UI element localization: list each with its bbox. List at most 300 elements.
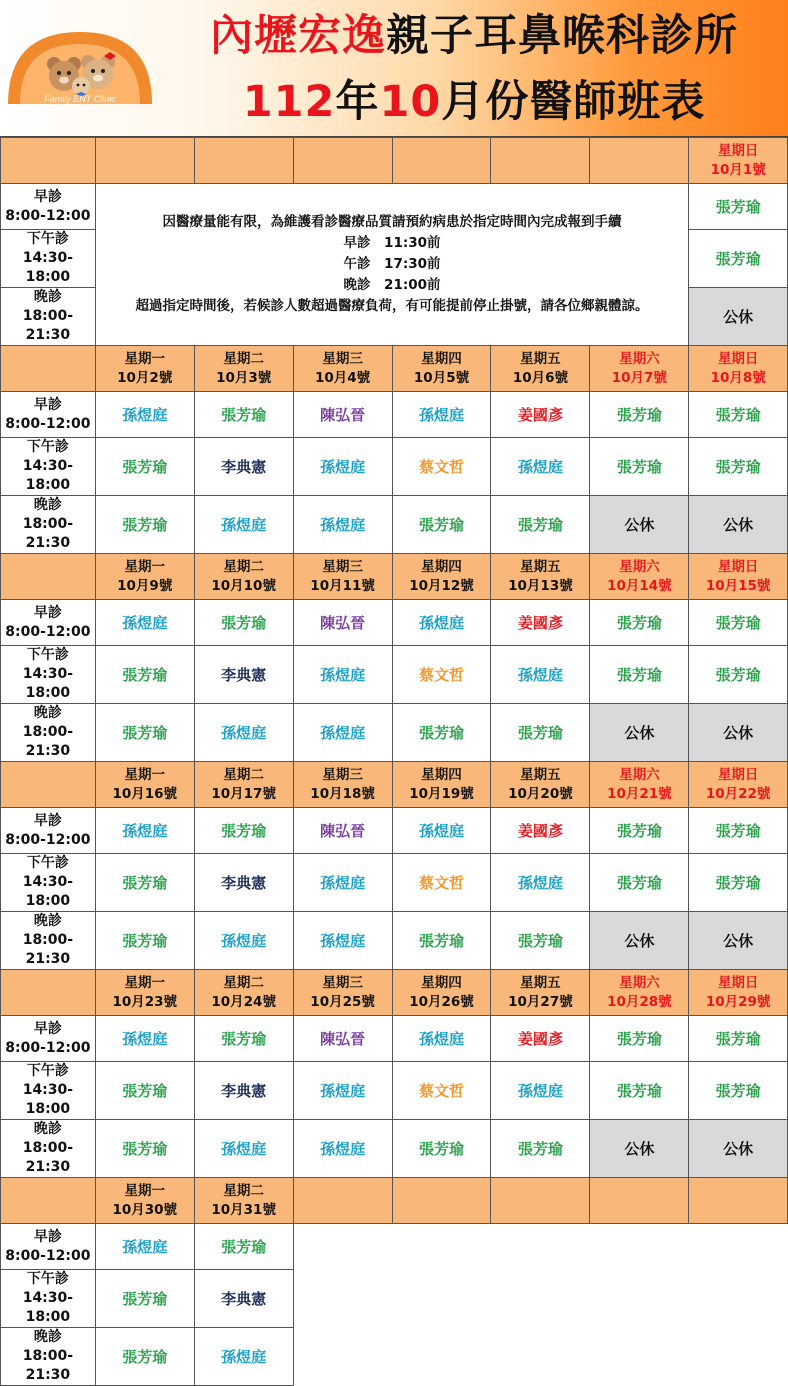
session-name: 下午診: [26, 647, 69, 663]
day-header: [293, 554, 392, 600]
session-time: 14:30-18:00: [22, 250, 74, 285]
weekday-label: 星期四: [421, 766, 462, 783]
day-header: [689, 762, 788, 808]
doctor-cell: 張芳瑜: [95, 646, 194, 704]
day-header: [95, 346, 194, 392]
session-row: [1, 1120, 788, 1178]
day-header: [95, 762, 194, 808]
session-row: [1, 854, 788, 912]
doctor-cell: 孫煜庭: [293, 646, 392, 704]
session-label: [1, 1062, 96, 1120]
date-label: 10月7號: [611, 369, 667, 386]
date-label: 10月9號: [117, 577, 173, 594]
session-name: 下午診: [26, 855, 69, 871]
doctor-cell: 張芳瑜: [590, 1016, 689, 1062]
session-name: 早診: [33, 812, 62, 829]
closed-cell: 公休: [689, 496, 788, 554]
doctor-cell: 張芳瑜: [689, 854, 788, 912]
doctor-cell: 張芳瑜: [491, 912, 590, 970]
schedule-table: [0, 137, 788, 1386]
date-label: 10月25號: [310, 993, 375, 1010]
weekday-label: 星期二: [223, 974, 264, 991]
session-label: [1, 1270, 96, 1328]
doctor-cell: 孫煜庭: [293, 704, 392, 762]
doctor-cell: 張芳瑜: [95, 496, 194, 554]
weekday-label: 星期二: [223, 766, 264, 783]
weekday-label: 星期日: [717, 350, 759, 367]
doctor-cell: 孫煜庭: [293, 1062, 392, 1120]
doctor-cell: 蔡文哲: [392, 854, 491, 912]
weekday-label: 星期五: [520, 350, 561, 367]
corner-cell: [1, 1178, 96, 1224]
day-header: [392, 346, 491, 392]
blank-cell: [590, 1224, 689, 1270]
doctor-cell: 孫煜庭: [95, 1016, 194, 1062]
closed-cell: 公休: [590, 912, 689, 970]
empty-header: [590, 1178, 689, 1224]
weekday-label: 星期一: [124, 1182, 165, 1199]
weekday-label: 星期一: [124, 350, 165, 367]
day-header: [491, 554, 590, 600]
empty-header: [392, 138, 491, 184]
session-row: [1, 646, 788, 704]
empty-header: [491, 138, 590, 184]
date-label: 10月21號: [607, 785, 672, 802]
session-time: 14:30-18:00: [22, 666, 74, 701]
weekday-label: 星期四: [421, 558, 462, 575]
session-label: [1, 704, 96, 762]
doctor-cell: 孫煜庭: [194, 1328, 293, 1386]
doctor-cell: 孫煜庭: [491, 1062, 590, 1120]
blank-cell: [293, 1224, 392, 1270]
doctor-cell: 張芳瑜: [95, 912, 194, 970]
date-label: 10月8號: [710, 369, 766, 386]
day-header: [293, 970, 392, 1016]
blank-cell: [491, 1328, 590, 1386]
day-header: [194, 346, 293, 392]
doctor-cell: 張芳瑜: [689, 184, 788, 230]
doctor-cell: 張芳瑜: [392, 704, 491, 762]
day-header: [590, 762, 689, 808]
date-label: 10月29號: [705, 993, 771, 1010]
session-row: [1, 912, 788, 970]
doctor-cell: 李典憲: [194, 1062, 293, 1120]
closed-cell: 公休: [689, 1120, 788, 1178]
session-row: [1, 600, 788, 646]
session-row: [1, 808, 788, 854]
doctor-cell: 張芳瑜: [392, 496, 491, 554]
doctor-cell: 孫煜庭: [293, 1120, 392, 1178]
doctor-cell: 張芳瑜: [95, 1120, 194, 1178]
doctor-cell: 孫煜庭: [392, 600, 491, 646]
doctor-cell: 孫煜庭: [194, 496, 293, 554]
session-row: [1, 1224, 788, 1270]
doctor-cell: 孫煜庭: [194, 912, 293, 970]
notice-line3: 午診 17:30前: [343, 256, 441, 272]
notice-line1: 因醫療量能有限，為維護看診醫療品質請預約病患於指定時間內完成報到手續: [162, 214, 622, 230]
doctor-cell: 孫煜庭: [194, 704, 293, 762]
date-label: 10月5號: [413, 369, 470, 386]
week-header-row: [1, 1178, 788, 1224]
date-label: 10月31號: [211, 1201, 276, 1218]
blank-cell: [491, 1270, 590, 1328]
session-name: 晚診: [33, 289, 62, 305]
doctor-cell: 張芳瑜: [491, 496, 590, 554]
day-header: [689, 970, 788, 1016]
weekday-label: 星期日: [717, 974, 759, 991]
title-month: 10: [379, 77, 442, 127]
empty-header: [293, 1178, 392, 1224]
session-time: 14:30-18:00: [22, 1082, 74, 1117]
date-label: 10月13號: [508, 577, 573, 594]
date-label: 10月6號: [512, 369, 569, 386]
doctor-cell: 張芳瑜: [590, 1062, 689, 1120]
day-header: [392, 554, 491, 600]
session-name: 早診: [33, 188, 62, 205]
date-label: 10月2號: [117, 369, 173, 386]
doctor-cell: 張芳瑜: [689, 1062, 788, 1120]
doctor-cell: 張芳瑜: [95, 1062, 194, 1120]
empty-header: [689, 1178, 788, 1224]
doctor-cell: 孫煜庭: [194, 1120, 293, 1178]
session-name: 下午診: [26, 1271, 69, 1287]
session-label: [1, 438, 96, 496]
session-row: [1, 1062, 788, 1120]
doctor-cell: 孫煜庭: [293, 854, 392, 912]
date-label: 10月15號: [705, 577, 771, 594]
weekday-label: 星期六: [619, 558, 660, 575]
day-header: [590, 346, 689, 392]
doctor-cell: 孫煜庭: [95, 392, 194, 438]
session-label: [1, 1120, 96, 1178]
blank-cell: [590, 1328, 689, 1386]
doctor-cell: 張芳瑜: [194, 808, 293, 854]
session-time: 8:00-12:00: [5, 831, 91, 848]
weekday-label: 星期六: [619, 766, 660, 783]
weekday-label: 星期二: [223, 350, 264, 367]
weekday-label: 星期日: [717, 142, 759, 159]
doctor-cell: 孫煜庭: [392, 808, 491, 854]
session-time: 8:00-12:00: [5, 207, 91, 224]
week-header-row: [1, 346, 788, 392]
empty-header: [293, 138, 392, 184]
doctor-cell: 姜國彥: [491, 808, 590, 854]
date-label: 10月24號: [211, 993, 276, 1010]
doctor-cell: 張芳瑜: [689, 438, 788, 496]
session-name: 晚診: [33, 1329, 62, 1345]
day-header: [95, 970, 194, 1016]
date-label: 10月19號: [409, 785, 474, 802]
clinic-name: [160, 8, 788, 64]
doctor-cell: 張芳瑜: [491, 704, 590, 762]
weekday-label: 星期二: [223, 1182, 264, 1199]
weekday-label: 星期一: [124, 974, 165, 991]
doctor-cell: 李典憲: [194, 1270, 293, 1328]
clinic-logo: [4, 26, 156, 106]
doctor-cell: 李典憲: [194, 438, 293, 496]
doctor-cell: 張芳瑜: [689, 230, 788, 288]
doctor-cell: 張芳瑜: [590, 854, 689, 912]
weekday-label: 星期三: [322, 350, 363, 367]
weekday-label: 星期一: [124, 558, 165, 575]
doctor-cell: 孫煜庭: [491, 646, 590, 704]
doctor-cell: 張芳瑜: [590, 646, 689, 704]
date-label: 10月14號: [607, 577, 672, 594]
session-time: 14:30-18:00: [22, 458, 74, 493]
date-label: 10月3號: [216, 369, 272, 386]
blank-cell: [392, 1270, 491, 1328]
doctor-cell: 孫煜庭: [95, 808, 194, 854]
doctor-cell: 孫煜庭: [491, 854, 590, 912]
doctor-cell: 張芳瑜: [194, 392, 293, 438]
session-label: [1, 600, 96, 646]
session-name: 早診: [33, 604, 62, 621]
date-label: 10月4號: [314, 369, 371, 386]
corner-cell: [1, 554, 96, 600]
doctor-cell: 蔡文哲: [392, 438, 491, 496]
session-label: [1, 912, 96, 970]
doctor-cell: 姜國彥: [491, 1016, 590, 1062]
doctor-cell: 張芳瑜: [95, 1270, 194, 1328]
session-time: 18:00-21:30: [22, 308, 74, 343]
page-header: [0, 0, 788, 138]
title-year: 112: [242, 77, 336, 127]
blank-cell: [293, 1328, 392, 1386]
weekday-label: 星期六: [619, 974, 660, 991]
session-time: 14:30-18:00: [22, 874, 74, 909]
notice-cell: [95, 184, 689, 346]
session-label: [1, 1224, 96, 1270]
session-label: [1, 230, 96, 288]
day-header: [194, 1178, 293, 1224]
day-header: [689, 346, 788, 392]
date-label: 10月12號: [409, 577, 474, 594]
weekday-label: 星期五: [520, 974, 561, 991]
day-header: [194, 970, 293, 1016]
session-time: 14:30-18:00: [22, 1290, 74, 1325]
doctor-cell: 張芳瑜: [95, 438, 194, 496]
doctor-cell: 陳弘晉: [293, 600, 392, 646]
week-header-row: [1, 970, 788, 1016]
doctor-cell: 張芳瑜: [392, 1120, 491, 1178]
week-header-row: [1, 138, 788, 184]
session-time: 18:00-21:30: [22, 516, 74, 551]
weekday-label: 星期三: [322, 974, 363, 991]
weekday-label: 星期日: [717, 558, 759, 575]
doctor-cell: 蔡文哲: [392, 1062, 491, 1120]
session-row: [1, 438, 788, 496]
doctor-cell: 張芳瑜: [590, 392, 689, 438]
blank-cell: [689, 1224, 788, 1270]
day-header: [95, 554, 194, 600]
session-name: 晚診: [33, 705, 62, 721]
doctor-cell: 李典憲: [194, 646, 293, 704]
session-row: [1, 704, 788, 762]
clinic-name-red: 內壢宏逸: [210, 11, 386, 61]
session-name: 晚診: [33, 913, 62, 929]
weekday-label: 星期五: [520, 766, 561, 783]
doctor-cell: 孫煜庭: [293, 496, 392, 554]
closed-cell: 公休: [590, 704, 689, 762]
clinic-name-black: 親子耳鼻喉科診所: [386, 11, 738, 61]
session-label: [1, 1016, 96, 1062]
blank-cell: [491, 1224, 590, 1270]
doctor-cell: 張芳瑜: [689, 808, 788, 854]
session-row: [1, 392, 788, 438]
title-rest: 月份醫師班表: [441, 77, 706, 127]
corner-cell: [1, 346, 96, 392]
date-label: 10月28號: [607, 993, 672, 1010]
empty-header: [194, 138, 293, 184]
date-label: 10月23號: [112, 993, 178, 1010]
weekday-label: 星期六: [619, 350, 660, 367]
date-label: 10月20號: [508, 785, 573, 802]
session-time: 8:00-12:00: [5, 1039, 91, 1056]
weekday-label: 星期四: [421, 350, 462, 367]
blank-cell: [293, 1270, 392, 1328]
doctor-cell: 張芳瑜: [194, 1016, 293, 1062]
session-row: [1, 496, 788, 554]
session-row: [1, 1016, 788, 1062]
day-header: [194, 762, 293, 808]
doctor-cell: 張芳瑜: [590, 438, 689, 496]
doctor-cell: 張芳瑜: [392, 912, 491, 970]
session-name: 早診: [33, 1228, 62, 1245]
date-label: 10月11號: [310, 577, 375, 594]
empty-header: [95, 138, 194, 184]
doctor-cell: 張芳瑜: [194, 600, 293, 646]
empty-header: [590, 138, 689, 184]
date-label: 10月27號: [508, 993, 573, 1010]
doctor-cell: 孫煜庭: [392, 392, 491, 438]
schedule-title: [160, 74, 788, 130]
blank-cell: [392, 1328, 491, 1386]
blank-cell: [392, 1224, 491, 1270]
doctor-cell: 姜國彥: [491, 600, 590, 646]
day-header: [293, 346, 392, 392]
closed-cell: 公休: [590, 1120, 689, 1178]
weekday-label: 星期五: [520, 558, 561, 575]
title-year-char: 年: [335, 77, 380, 127]
notice-line4: 晚診 21:00前: [343, 277, 441, 293]
corner-cell: [1, 762, 96, 808]
logo-text: Family ENT Clinic: [44, 94, 116, 104]
session-label: [1, 288, 96, 346]
day-header: [392, 970, 491, 1016]
day-header: [590, 554, 689, 600]
doctor-cell: 張芳瑜: [590, 808, 689, 854]
date-label: 10月17號: [211, 785, 276, 802]
doctor-cell: 陳弘晉: [293, 808, 392, 854]
session-name: 晚診: [33, 497, 62, 513]
doctor-cell: 姜國彥: [491, 392, 590, 438]
doctor-cell: 張芳瑜: [95, 854, 194, 912]
blank-cell: [590, 1270, 689, 1328]
date-label: 10月18號: [310, 785, 375, 802]
session-time: 18:00-21:30: [22, 1348, 74, 1383]
day-header: [689, 554, 788, 600]
doctor-cell: 孫煜庭: [293, 438, 392, 496]
date-label: 10月22號: [705, 785, 771, 802]
session-row: [1, 1270, 788, 1328]
doctor-cell: 張芳瑜: [689, 600, 788, 646]
session-label: [1, 184, 96, 230]
week-header-row: [1, 554, 788, 600]
closed-cell: 公休: [590, 496, 689, 554]
doctor-cell: 張芳瑜: [194, 1224, 293, 1270]
closed-cell: 公休: [689, 912, 788, 970]
doctor-cell: 陳弘晉: [293, 392, 392, 438]
date-label: 10月26號: [409, 993, 474, 1010]
doctor-cell: 孫煜庭: [392, 1016, 491, 1062]
corner-cell: [1, 138, 96, 184]
doctor-cell: 孫煜庭: [95, 1224, 194, 1270]
corner-cell: [1, 970, 96, 1016]
session-name: 下午診: [26, 231, 69, 247]
session-time: 8:00-12:00: [5, 623, 91, 640]
day-header: [689, 138, 788, 184]
closed-cell: 公休: [689, 704, 788, 762]
session-label: [1, 1328, 96, 1386]
day-header: [491, 346, 590, 392]
session-time: 8:00-12:00: [5, 1247, 91, 1264]
notice-line5: 超過指定時間後，若候診人數超過醫療負荷，有可能提前停止掛號，請各位鄉親體諒。: [135, 298, 649, 314]
session-name: 晚診: [33, 1121, 62, 1137]
blank-cell: [689, 1270, 788, 1328]
weekday-label: 星期一: [124, 766, 165, 783]
doctor-cell: 張芳瑜: [95, 1328, 194, 1386]
weekday-label: 星期三: [322, 558, 363, 575]
day-header: [293, 762, 392, 808]
session-label: [1, 392, 96, 438]
session-row: [1, 1328, 788, 1386]
day-header: [590, 970, 689, 1016]
session-label: [1, 496, 96, 554]
session-label: [1, 646, 96, 704]
doctor-cell: 陳弘晉: [293, 1016, 392, 1062]
day-header: [491, 762, 590, 808]
week-header-row: [1, 762, 788, 808]
session-time: 18:00-21:30: [22, 932, 74, 967]
date-label: 10月30號: [112, 1201, 178, 1218]
empty-header: [491, 1178, 590, 1224]
day-header: [95, 1178, 194, 1224]
doctor-cell: 孫煜庭: [491, 438, 590, 496]
session-label: [1, 854, 96, 912]
session-name: 早診: [33, 396, 62, 413]
date-label: 10月16號: [112, 785, 178, 802]
day-header: [392, 762, 491, 808]
doctor-cell: 蔡文哲: [392, 646, 491, 704]
weekday-label: 星期二: [223, 558, 264, 575]
doctor-cell: 張芳瑜: [95, 704, 194, 762]
session-time: 18:00-21:30: [22, 1140, 74, 1175]
doctor-cell: 張芳瑜: [689, 1016, 788, 1062]
notice-line2: 早診 11:30前: [343, 235, 441, 251]
doctor-cell: 張芳瑜: [689, 392, 788, 438]
doctor-cell: 孫煜庭: [293, 912, 392, 970]
doctor-cell: 李典憲: [194, 854, 293, 912]
doctor-cell: 張芳瑜: [590, 600, 689, 646]
day-header: [194, 554, 293, 600]
date-label: 10月1號: [710, 161, 766, 178]
empty-header: [392, 1178, 491, 1224]
doctor-cell: 張芳瑜: [689, 646, 788, 704]
blank-cell: [689, 1328, 788, 1386]
weekday-label: 星期日: [717, 766, 759, 783]
weekday-label: 星期四: [421, 974, 462, 991]
session-label: [1, 808, 96, 854]
